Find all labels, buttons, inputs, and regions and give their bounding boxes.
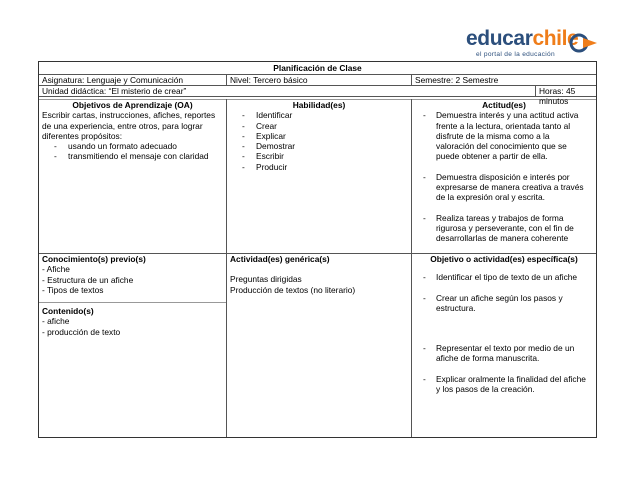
list-item: - Demuestra interés y una actitud activa frente a la lectura, orientada tanto al disfrute de la misma como a la valoración del conocimiento que se puede obtener a partir de ella. bbox=[423, 110, 579, 162]
objetivos-text: Escribir cartas, instrucciones, afiches, reportes de una experiencia, entre otros, para lograr diferentes propósitos: bbox=[42, 110, 216, 141]
list-item: - Explicar bbox=[242, 130, 286, 141]
logo-word-edu: educar bbox=[466, 27, 533, 50]
logo-tagline: el portal de la educación bbox=[476, 51, 555, 58]
actitudes-cell bbox=[412, 100, 596, 252]
objetivos-especificos-list bbox=[415, 272, 593, 394]
nivel-field: Nivel: Tercero básico bbox=[230, 75, 308, 85]
habilidad-item-text: Escribir bbox=[256, 151, 284, 162]
conocimiento-item: - Afiche bbox=[42, 264, 70, 275]
list-item: - Crear un afiche según los pasos y estructura. bbox=[423, 292, 563, 313]
logo-word-chile: chile bbox=[532, 27, 579, 50]
list-item: - Demostrar bbox=[242, 141, 296, 152]
habilidades-heading: Habilidad(es) bbox=[292, 100, 346, 110]
habilidades-list bbox=[230, 110, 408, 172]
list-item: - Realiza tareas y trabajos de forma rigurosa y perseverante, con el fin de desarrollarlas de manera coherente bbox=[423, 212, 574, 244]
actitud-item-text: Demuestra disposición e interés por expresarse de manera creativa a través de la expresión oral y escrita. bbox=[436, 171, 584, 203]
contenidos-cell bbox=[39, 306, 226, 436]
habilidad-item-text: Producir bbox=[256, 161, 288, 172]
objetivo-especifico-text: Crear un afiche según los pasos y estructura. bbox=[436, 292, 563, 313]
list-item: - Demuestra disposición e interés por expresarse de manera creativa a través de la expresión oral y escrita. bbox=[423, 171, 584, 203]
rule-contenido bbox=[39, 302, 226, 303]
list-item: - Crear bbox=[242, 120, 277, 131]
asignatura-field: Asignatura: Lenguaje y Comunicación bbox=[42, 75, 184, 85]
contenido-item: - afiche bbox=[42, 316, 70, 327]
conocimiento-item: - Estructura de un afiche bbox=[42, 274, 134, 285]
list-item: - Identificar bbox=[242, 110, 293, 121]
logo-wordmark bbox=[466, 27, 578, 51]
actitud-item-text: Realiza tareas y trabajos de forma rigurosa y perseverante, con el fin de desarrollarlas de manera coherente bbox=[436, 212, 574, 244]
actividad-item: Preguntas dirigidas bbox=[230, 274, 302, 285]
objetivos-list bbox=[42, 141, 223, 162]
actitudes-heading: Actitud(es) bbox=[482, 100, 526, 110]
objetivos-especificos-heading: Objetivo o actividad(es) específica(s) bbox=[430, 254, 578, 264]
objetivo-especifico-text: Identificar el tipo de texto de un afiche bbox=[436, 272, 578, 283]
list-item: - transmitiendo el mensaje con claridad bbox=[54, 151, 209, 162]
page-title: Planificación de Clase bbox=[273, 63, 362, 73]
objetivo-item-text: usando un formato adecuado bbox=[68, 141, 177, 152]
planning-table bbox=[38, 61, 597, 438]
conocimiento-item: - Tipos de textos bbox=[42, 284, 104, 295]
habilidad-item-text: Explicar bbox=[256, 130, 286, 141]
list-item: - Explicar oralmente la finalidad del afiche y los pasos de la creación. bbox=[423, 373, 586, 395]
list-item: - Producir bbox=[242, 161, 288, 172]
actividad-item: Producción de textos (no literario) bbox=[230, 284, 356, 295]
objetivo-especifico-text: Explicar oralmente la finalidad del afiche y los pasos de la creación. bbox=[436, 373, 586, 395]
objetivos-especificos-cell bbox=[412, 254, 596, 436]
actividades-cell bbox=[227, 254, 411, 436]
objetivos-cell bbox=[39, 100, 226, 252]
contenidos-heading: Contenido(s) bbox=[42, 306, 94, 316]
habilidades-cell bbox=[227, 100, 411, 252]
semestre-field: Semestre: 2 Semestre bbox=[415, 75, 499, 85]
contenido-item: - producción de texto bbox=[42, 326, 121, 337]
objetivo-especifico-text: Representar el texto por medio de un afiche de forma manuscrita. bbox=[436, 343, 575, 364]
objetivos-heading: Objetivos de Aprendizaje (OA) bbox=[72, 100, 193, 110]
conocimientos-cell bbox=[39, 254, 226, 302]
list-item: - Identificar el tipo de texto de un afiche bbox=[423, 272, 578, 283]
habilidad-item-text: Identificar bbox=[256, 110, 293, 121]
habilidad-item-text: Demostrar bbox=[256, 141, 296, 152]
list-item: - usando un formato adecuado bbox=[54, 141, 177, 152]
actitudes-list bbox=[415, 110, 593, 243]
list-item: - Escribir bbox=[242, 151, 284, 162]
logo-mark-icon bbox=[568, 32, 598, 54]
actitud-item-text: Demuestra interés y una actitud activa frente a la lectura, orientada tanto al disfrute de la misma como a la valoración del conocimiento que se puede obtener a partir de ella. bbox=[436, 110, 579, 162]
conocimientos-heading: Conocimiento(s) previo(s) bbox=[42, 254, 146, 264]
objetivo-item-text: transmitiendo el mensaje con claridad bbox=[68, 151, 209, 162]
rule-unidad bbox=[39, 96, 596, 97]
unidad-field: Unidad didáctica: “El misterio de crear” bbox=[42, 86, 187, 96]
habilidad-item-text: Crear bbox=[256, 120, 277, 131]
actividades-heading: Actividad(es) genérica(s) bbox=[230, 254, 330, 264]
list-item: - Representar el texto por medio de un afiche de forma manuscrita. bbox=[423, 343, 575, 364]
horas-field: Horas: 45 minutos bbox=[539, 86, 576, 107]
